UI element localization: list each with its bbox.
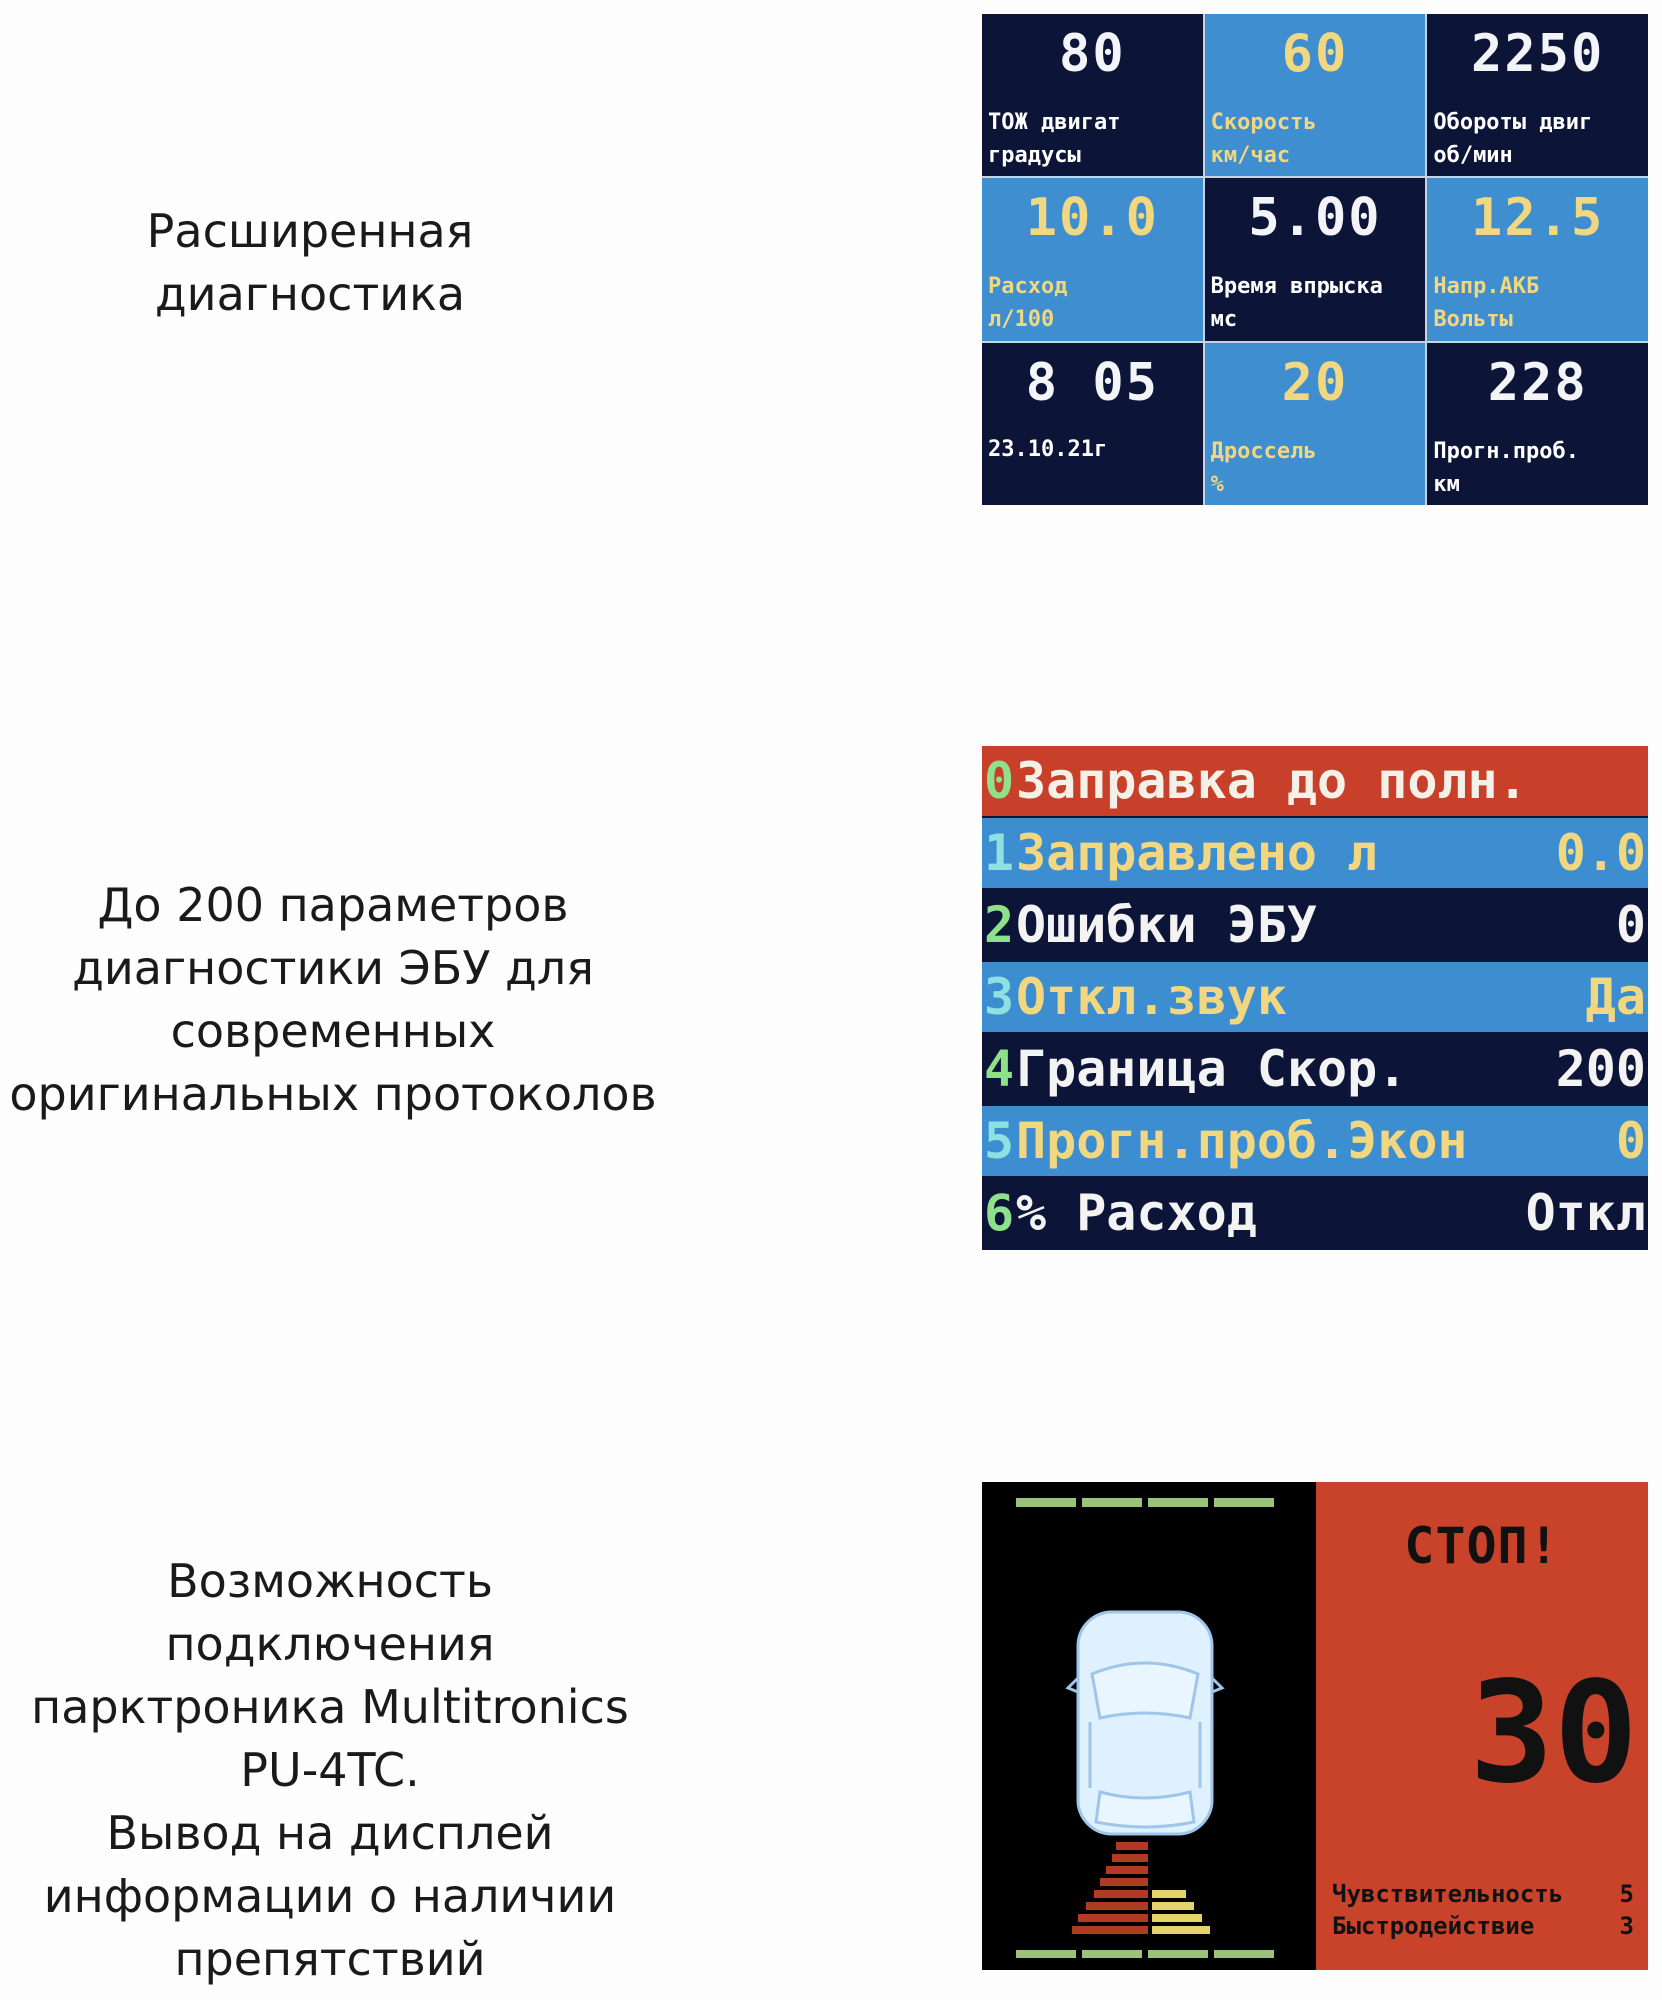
menu-item-value: Откл: [1525, 1184, 1646, 1242]
param-label: Расход л/100: [988, 274, 1068, 333]
caption-line: информации о наличии: [43, 1869, 617, 1923]
menu-item-value: 0: [1615, 896, 1646, 954]
param-cell-clock: [982, 343, 1203, 505]
parking-visual-panel: [982, 1482, 1314, 1970]
car-top-view-icon: [982, 1482, 1314, 1970]
warning-panel: [1316, 1482, 1648, 1970]
caption-line: диагностика: [154, 267, 466, 321]
caption-line: Возможность: [167, 1554, 493, 1608]
param-label: Обороты двиг об/мин: [1433, 110, 1593, 168]
menu-item-consumption-percent[interactable]: [982, 1178, 1648, 1250]
setting-label: Быстродействие: [1332, 1912, 1535, 1940]
param-value: 20: [1281, 352, 1349, 413]
param-value: 2250: [1471, 24, 1605, 84]
param-cell-rpm: [1427, 14, 1648, 176]
param-cell-battery: [1427, 178, 1648, 340]
caption-line: PU-4TC.: [240, 1743, 420, 1797]
settings-menu-screen: [982, 746, 1648, 1242]
menu-item-number: 4: [983, 1040, 1015, 1098]
param-label: Прогн.проб. км: [1433, 438, 1580, 497]
menu-item-label: Заправка до полн.: [1016, 752, 1528, 810]
caption-line: диагностики ЭБУ для: [72, 941, 594, 995]
param-value: 12.5: [1471, 188, 1605, 249]
setting-value: 3: [1619, 1912, 1634, 1940]
menu-item-value: 200: [1555, 1040, 1646, 1098]
param-cell-consumption: [982, 178, 1203, 340]
menu-item-value: Да: [1585, 968, 1646, 1026]
caption-line: подключения: [165, 1617, 495, 1671]
caption-line: современных: [170, 1004, 496, 1058]
param-label: Скорость км/час: [1210, 110, 1317, 168]
param-value: 5.00: [1248, 188, 1382, 249]
param-cell-throttle: [1205, 343, 1426, 505]
setting-value: 5: [1619, 1880, 1634, 1908]
param-label: Напр.АКБ Вольты: [1433, 274, 1540, 333]
distance-value: 30: [1469, 1652, 1638, 1815]
caption-line: препятствий: [174, 1932, 486, 1986]
menu-item-refuel-full[interactable]: [982, 746, 1648, 818]
param-value: 10.0: [1025, 188, 1159, 249]
param-value: 8 05: [1025, 352, 1159, 413]
diagnostics-grid-screen: [982, 14, 1648, 505]
menu-item-label: % Расход: [1016, 1184, 1257, 1242]
menu-item-mute[interactable]: [982, 962, 1648, 1034]
caption-line: парктроника Multitronics: [31, 1680, 629, 1734]
menu-item-speed-limit[interactable]: [982, 1034, 1648, 1106]
menu-item-label: Заправлено л: [1016, 824, 1378, 882]
caption-extended-diagnostics: [60, 200, 560, 326]
caption-line: Расширенная: [146, 204, 474, 258]
menu-item-number: 0: [983, 752, 1015, 810]
param-value: 228: [1487, 352, 1588, 413]
setting-sensitivity: [1332, 1880, 1634, 1908]
caption-line: оригинальных протоколов: [9, 1067, 657, 1121]
param-value: 60: [1281, 24, 1349, 84]
menu-item-number: 5: [983, 1112, 1015, 1170]
menu-item-value: 0.0: [1555, 824, 1646, 882]
setting-response-speed: [1332, 1912, 1634, 1940]
param-label: ТОЖ двигат градусы: [988, 110, 1121, 168]
stop-label: СТОП!: [1404, 1517, 1560, 1575]
menu-item-label: Прогн.проб.Экон: [1016, 1112, 1468, 1170]
menu-item-number: 2: [983, 896, 1015, 954]
menu-item-number: 1: [983, 824, 1015, 882]
menu-item-value: 0: [1615, 1112, 1646, 1170]
param-cell-range: [1427, 343, 1648, 505]
param-label: 23.10.21г: [988, 436, 1108, 462]
menu-item-refueled[interactable]: [982, 818, 1648, 890]
menu-item-ecu-errors[interactable]: [982, 890, 1648, 962]
param-cell-speed: [1205, 14, 1426, 176]
param-value: 80: [1059, 24, 1126, 84]
param-cell-coolant: [982, 14, 1203, 176]
menu-item-number: 3: [983, 968, 1015, 1026]
menu-item-label: Граница Скор.: [1016, 1040, 1408, 1098]
param-label: Дроссель %: [1210, 438, 1317, 497]
caption-parktronic: [10, 1550, 650, 1991]
parktronic-screen: [982, 1482, 1648, 1970]
menu-item-number: 6: [983, 1184, 1015, 1242]
menu-item-label: Откл.звук: [1016, 968, 1287, 1026]
param-label: Время впрыска мс: [1210, 274, 1383, 333]
caption-line: До 200 параметров: [97, 878, 569, 932]
caption-ecu-parameters: [0, 874, 666, 1126]
param-cell-injection: [1205, 178, 1426, 340]
menu-item-eco-range[interactable]: [982, 1106, 1648, 1178]
menu-item-label: Ошибки ЭБУ: [1016, 896, 1318, 954]
setting-label: Чувствительность: [1332, 1880, 1564, 1908]
caption-line: Вывод на дисплей: [106, 1806, 554, 1860]
